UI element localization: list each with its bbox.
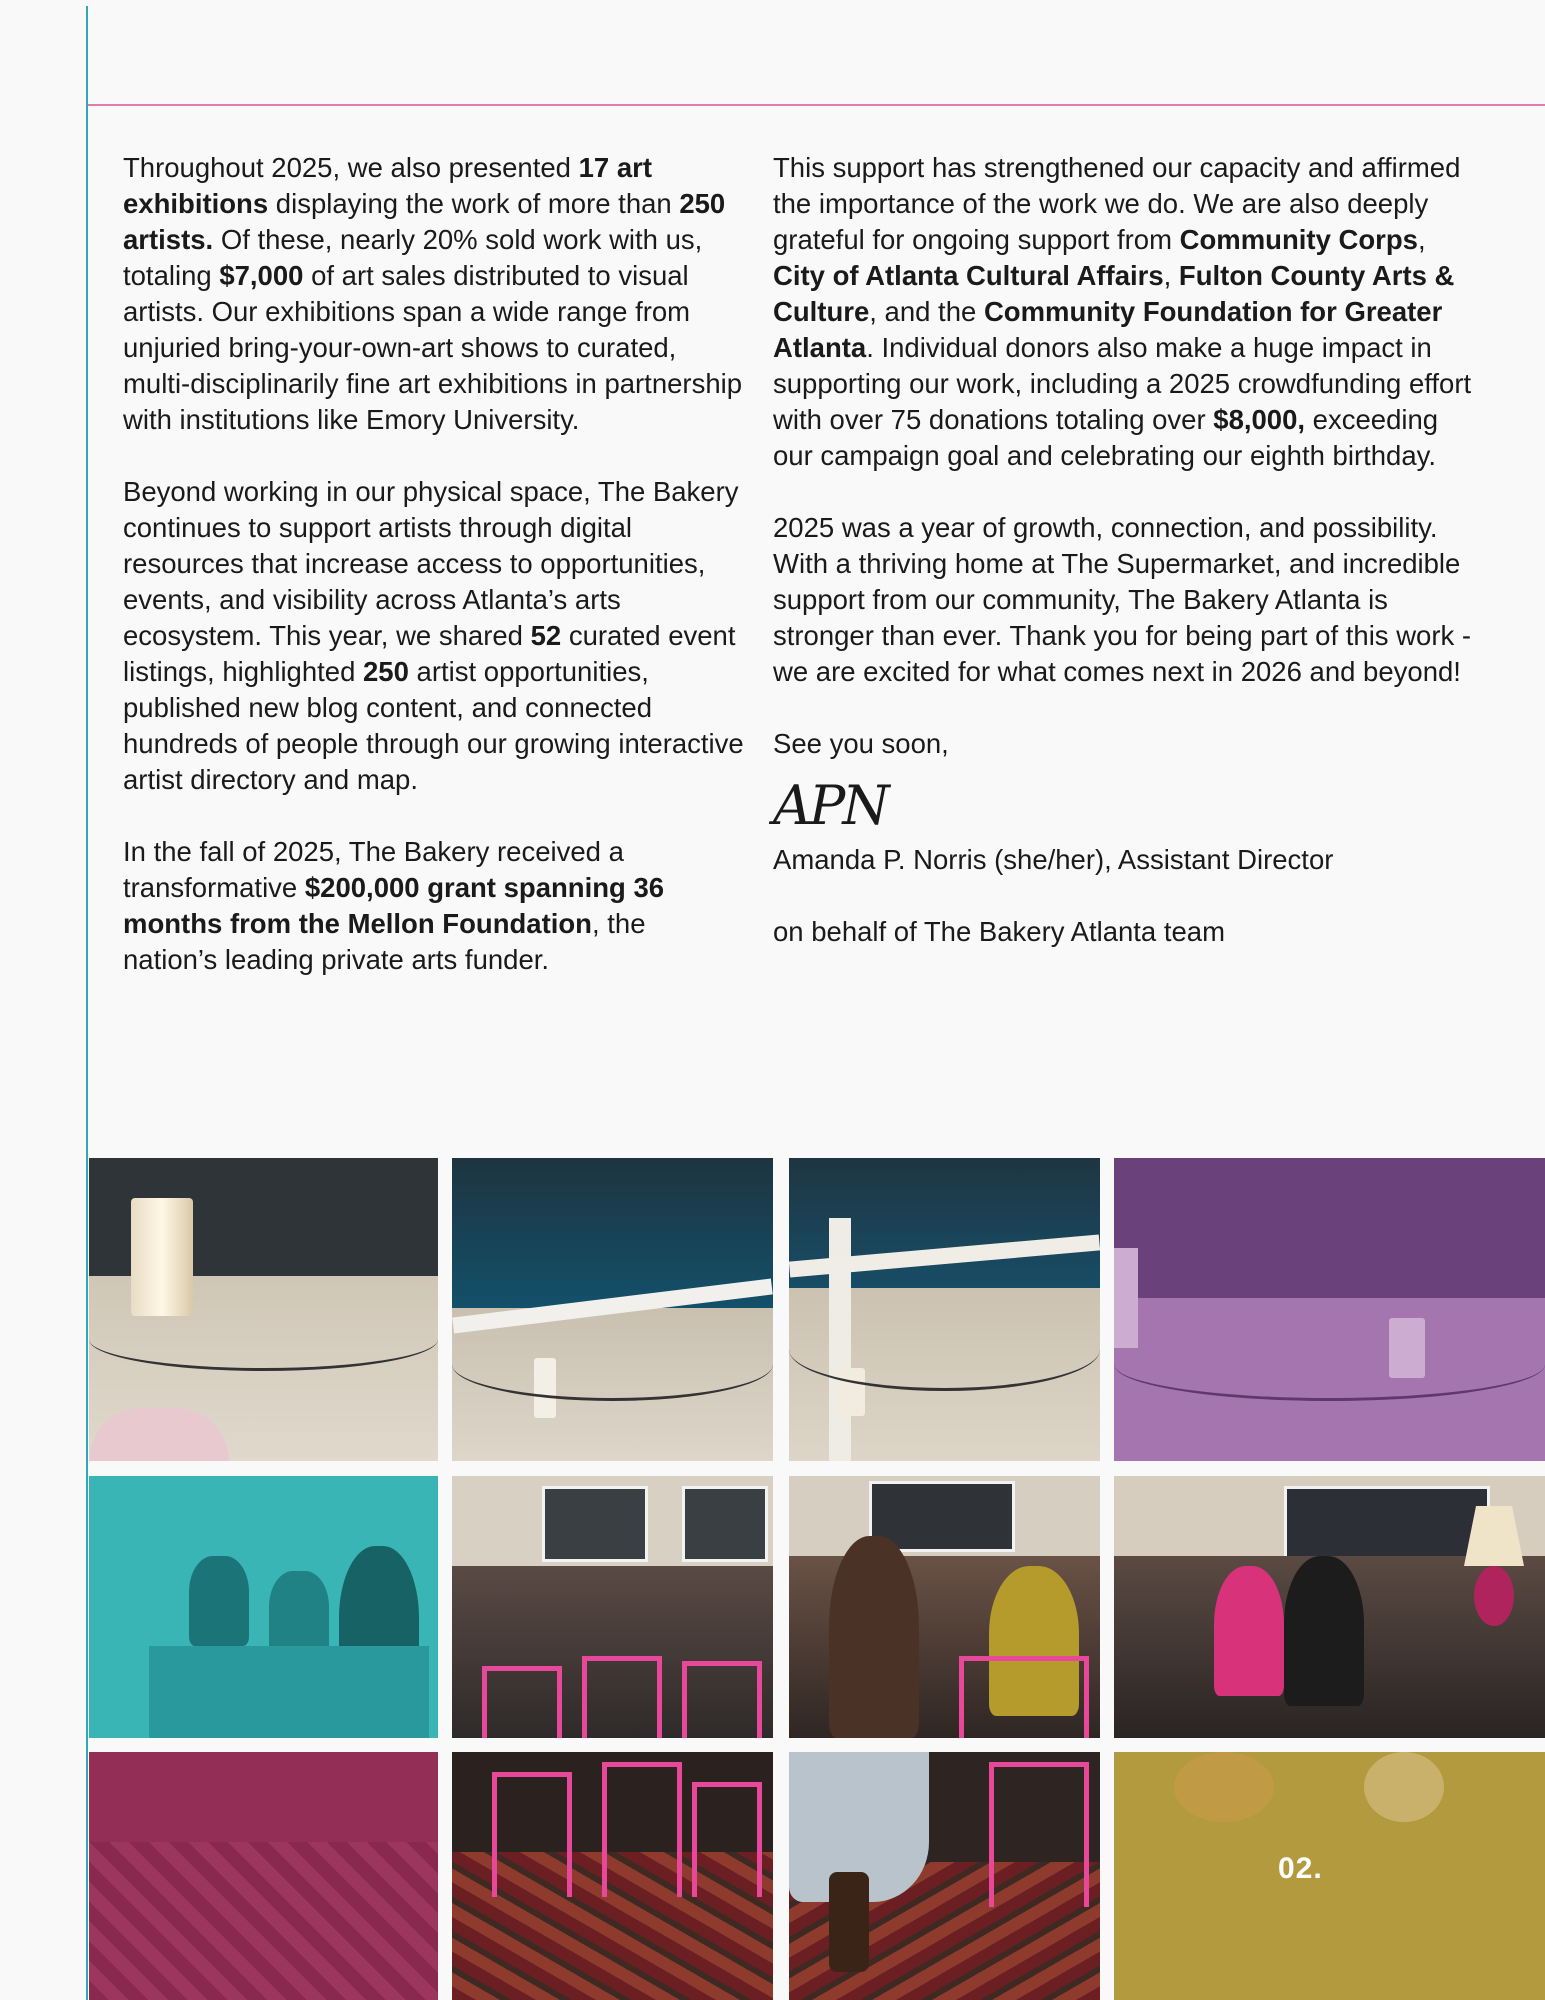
- right-text-column: [773, 150, 1473, 986]
- photo-tile: [1114, 1752, 1545, 2000]
- photo-tile: [452, 1158, 773, 1461]
- photo-tile: [1114, 1476, 1545, 1738]
- gold-tint-overlay: [1114, 1752, 1545, 2000]
- string-lights: [789, 1308, 1100, 1391]
- photo-tile: [789, 1752, 1100, 2000]
- grant-paragraph: In the fall of 2025, The Bakery received a transformative $200,000 grant spanning 36 months from the Mellon Foundation, the nation’s leading private arts funder.: [123, 836, 665, 975]
- pendant-lamp: [131, 1198, 193, 1316]
- photo-tile: [89, 1476, 438, 1738]
- string-lights: [89, 1308, 438, 1371]
- exhibitions-paragraph: Throughout 2025, we also presented 17 art exhibitions displaying the work of more than 250 artists. Of these, nearly 20% sold work with us, totaling $7,000 of art sales distributed to visual artists. Our exhibitions span a wide range from unjuried bring-your-own-art shows to curated, multi-disciplinarily fine art exhibitions in partnership with institutions like Emory University.: [123, 152, 743, 435]
- photo-tile: [1114, 1158, 1545, 1461]
- photo-tile: [452, 1752, 773, 2000]
- digital-resources-paragraph: Beyond working in our physical space, The Bakery continues to support artists through digital resources that increase access to opportunities, events, and visibility across Atlanta’s arts ecosystem. This year, we shared 52 curated event listings, highlighted 250 artist opportunities, published new blog content, and connected hundreds of people through our growing interactive artist directory and map.: [123, 476, 744, 795]
- purple-tint-overlay: [1114, 1158, 1545, 1461]
- event-photo-grid: [89, 1158, 1545, 2000]
- photo-tile: [89, 1752, 438, 2000]
- photo-tile: [452, 1476, 773, 1738]
- signer-name: Amanda P. Norris (she/her), Assistant Director: [773, 844, 1334, 875]
- handwritten-signature: APN: [773, 774, 887, 837]
- magenta-tint-overlay: [89, 1752, 438, 2000]
- string-lights: [452, 1328, 773, 1401]
- left-accent-line: [86, 6, 88, 2000]
- left-text-column: [123, 150, 745, 1014]
- photo-tile: [789, 1158, 1100, 1461]
- closing-salutation: See you soon,: [773, 728, 949, 759]
- support-paragraph: This support has strengthened our capacity and affirmed the importance of the work we do. We are also deeply grateful for ongoing support from Community Corps, City of Atlanta Cultural Affairs, Fulton County Arts & Culture, and the Community Foundation for Greater Atlanta. Individual donors also make a huge impact in supporting our work, including a 2025 crowdfunding effort with over 75 donations totaling over $8,000, exceeding our campaign goal and celebrating our eighth birthday.: [773, 152, 1472, 471]
- closing-paragraph: 2025 was a year of growth, connection, and possibility. With a thriving home at The Supermarket, and incredible support from our community, The Bakery Atlanta is stronger than ever. Thank you for being part of this work - we are excited for what comes next in 2026 and beyond!: [773, 512, 1472, 687]
- header-divider-line: [88, 104, 1545, 106]
- page-number: 02.: [1278, 1852, 1323, 1885]
- photo-tile: [789, 1476, 1100, 1738]
- photo-tile: [89, 1158, 438, 1461]
- signer-team: on behalf of The Bakery Atlanta team: [773, 916, 1226, 947]
- teal-tint-overlay: [89, 1476, 438, 1738]
